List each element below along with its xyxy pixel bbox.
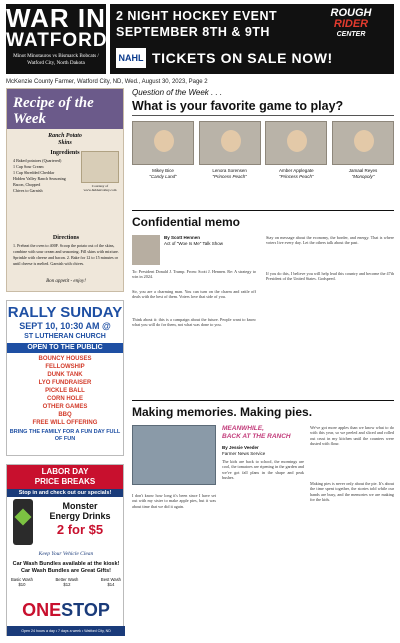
nahl-logo: NAHL [116,48,146,68]
respondent-name: Jamaal Reyes [348,168,378,173]
qotw-question: What is your favorite game to play? [132,99,344,113]
respondent-name: Amber Applegate [279,168,314,173]
wash-price-item [11,577,33,587]
ingredients-heading: Ingredients [50,150,80,156]
article-title: Confidential memo [132,215,241,229]
qotw-kicker: Question of the Week . . . [132,88,223,97]
article-byline [164,235,254,246]
ingredient-item: Hidden Valley Ranch Seasoning [13,176,66,181]
article-paragraph: The kids are back to school, the mornings are cool, the tomatoes are ripening in the garden and we've got fall plans in the shape and peak bushes. [222,459,304,481]
hockey-ad-line2: SEPTEMBER 8TH & 9TH [116,25,270,39]
keep-clean-text: Keep Your Vehicle Clean [38,551,94,557]
respondent-answer: "Princess Peach" [279,173,314,179]
rally-activity: LYO FUNDRAISER [38,380,92,386]
masthead [6,4,106,74]
rally-activity: FREE WILL OFFERING [32,420,98,426]
rally-activity: PICKLE BALL [45,388,85,394]
article-paragraph: Making pies is never only about the pie. It's about the time spent together, the stories told while our hands are busy, and the memories we are making for the kids. [310,481,394,503]
product-price: 2 for $5 [56,522,104,537]
car-wash-text [9,561,123,575]
car-wash-line2: Car Wash Bundles are Great Gifts! [21,568,111,574]
ingredient-item: Bacon, Chopped [13,182,41,187]
labor-day-footer: Open 24 hours a day • 7 days a week • Watford City, ND [7,626,125,636]
article-paragraph: If you do this, I believe you will help lead this country and become the 47th President of the United States. Godspeed. [266,271,394,282]
byline-author: By Scott Hennen [164,235,201,240]
brand-stop: STOP [61,600,110,620]
hockey-ad-line1: 2 NIGHT HOCKEY EVENT [116,9,278,23]
article-paragraph: Think about it: this is a campaign about the future. People want to know what you will do for them, not what was done to you. [132,317,256,328]
labor-day-subtitle: Stop in and check out our specials! [7,489,123,497]
masthead-title-line2: WATFORD [6,30,108,51]
wash-price-item [55,577,78,587]
respondent-photo [332,121,394,165]
qotw-respondent [332,121,394,179]
recipe-dish-line2: Skins [58,140,72,146]
making-memories-article [132,400,394,636]
confidential-memo-article [132,210,394,394]
byline-outlet: Act of "Woe Is Me" Talk Show [164,240,224,246]
logo-line3: CENTER [336,31,366,38]
car-wash-line1: Car Wash Bundles available at the kiosk! [12,561,120,567]
tickets-on-sale-text: TICKETS ON SALE NOW! [152,50,333,66]
article-title: Making memories. Making pies. [132,405,313,419]
article-paragraph: To: President Donald J. Trump. From: Scott J. Hennen. Re: A strategy to win in 2024. [132,269,256,280]
ingredient-item: 4 Baked potatoes (Quartered) [13,158,62,163]
respondent-photo [265,121,327,165]
rally-activity: BBQ [58,412,72,418]
article-paragraph: Sir, you are a charming man. You can turn on the charm and rattle off deals with the best of them. Voters love that side of you. [132,289,256,300]
brand-one: ONE [22,600,62,620]
wash-price-list [11,577,121,587]
rally-activity: DUNK TANK [47,372,83,378]
rough-rider-center-logo [314,8,388,40]
question-of-the-week [132,88,394,204]
ingredients-list [13,158,79,194]
directions-heading: Directions [52,235,80,241]
logo-line1: ROUGH [330,7,372,19]
qotw-respondent [265,121,327,179]
recipe-photo-caption: Courtesy of www.hiddenvalley.com [83,184,117,192]
labor-day-title-line2: PRICE BREAKS [34,477,96,486]
qotw-divider [132,115,394,116]
directions-text: 1. Preheat the oven to 400F. Scoop the potato out of the skins, combine with sour cream and seasoning. Fill skins with mixture. Sprinkle with cheese and bacon. 2. Bake for 12 to 15 minutes or until cheese is melted. Garnish with chives. [13,243,119,266]
rally-activity: CORN HOLE [47,396,83,402]
product-line1: Monster [62,501,98,511]
wash-price-label: Best Wash [100,577,121,582]
wash-price-value: $14 [107,582,115,587]
recipe-title: Recipe of the Week [13,95,94,127]
labor-day-ad[interactable] [6,464,124,636]
recipe-closing: Bon appetit - enjoy! [46,279,86,284]
wash-price-value: $10 [18,582,26,587]
recipe-dish-name [7,133,123,147]
byline-author: By Jessie Veeder [222,445,259,450]
hockey-ad[interactable] [110,4,394,74]
qotw-respondent [132,121,194,179]
ingredient-item: 1 Cup Sour Cream [13,164,44,169]
recipe-header [7,89,123,129]
rally-activity: BOUNCY HOUSES [38,356,92,362]
product-name [39,501,121,521]
ingredient-item: 1 Cup Shredded Cheddar [13,170,55,175]
masthead-title-line1: WAR IN [6,3,106,33]
wash-price-value: $12 [63,582,71,587]
qotw-respondent [199,121,261,179]
product-line2: Energy Drinks [49,511,111,521]
rally-where: ST LUTHERAN CHURCH [24,333,106,340]
rally-activity: OTHER GAMES [42,404,88,410]
respondent-answer: "Candy Land" [149,173,177,179]
energy-drink-can-icon [13,499,33,545]
rally-footer: BRING THE FAMILY FOR A FUN DAY FULL OF FUN [9,429,121,442]
respondent-answer: "Monopoly" [351,173,375,179]
wash-price-label: Better Wash [55,577,79,582]
dateline: McKenzie County Farmer, Watford City, ND, Wed., August 30, 2023, Page 2 [6,79,208,85]
one-stop-logo [7,595,125,625]
top-banner [6,4,394,74]
recipe-of-the-week [6,88,124,292]
rally-open: OPEN TO THE PUBLIC [7,343,123,353]
respondent-name: Mikey Bice [152,168,174,173]
byline-outlet: Farmer News Service [222,450,266,456]
article-paragraph: I don't know how long it's been since I have set out with my sister to make apple pies, but it was about time that we did it again. [132,493,216,509]
rally-title: RALLY SUNDAY [7,304,123,321]
ingredient-item: Chives to Garnish [13,188,43,193]
wash-price-label: Basic Wash [11,577,33,582]
labor-day-title [7,465,123,489]
labor-day-title-line1: LABOR DAY [41,467,89,476]
respondent-photo [199,121,261,165]
respondent-name: Lenora Sorensen [212,168,247,173]
recipe-photo [81,151,119,183]
article-paragraph: We've got more apples than we know what to do with this year, so we peeled and sliced and rolled out crust in my kitchen until the counters were dusted with flour. [310,425,394,447]
article-byline [222,445,302,456]
respondent-answer: "Princess Peach" [212,173,247,179]
column-kicker-line2: BACK AT THE RANCH [222,432,291,440]
column-kicker [222,425,300,440]
recipe-dish-line1: Ranch Potato [48,133,82,139]
wash-price-item [101,577,121,587]
rally-when: SEPT 10, 10:30 AM @ [19,321,111,331]
masthead-tagline: Minot Minotauros vs Bismarck Bobcats / Watford City, North Dakota [13,53,99,66]
respondent-photo [132,121,194,165]
article-photo [132,425,216,485]
article-paragraph: Stay on message about the economy, the border, and energy. That is where voters live every day. Let the others talk about the past. [266,235,394,246]
author-headshot [132,235,160,265]
rally-sunday-ad[interactable] [6,300,124,456]
rally-activity: FELLOWSHIP [45,364,85,370]
column-kicker-line1: MEANWHILE, [222,425,264,432]
logo-line2: RIDER [333,18,369,30]
qotw-respondents [132,121,394,179]
